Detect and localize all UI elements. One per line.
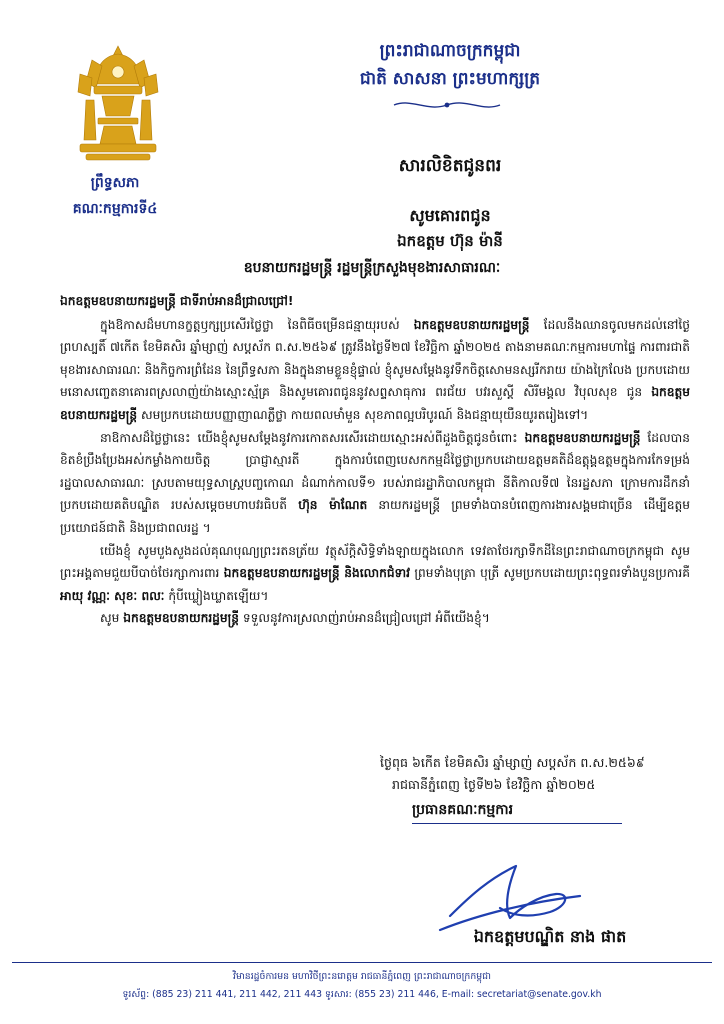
paragraph-3-text-a: យើងខ្ញុំ សូមបួងសួងដល់គុណបុណ្យព្រះរតនត្រ័យ វត្ថុស័ក្តិសិទ្ធិទាំងឡាយក្នុងលោក ទេវតាថែរក្សាទឹកដីនៃព្រះរាជាណាចក្រកម្ពុជា សូមព្រះអង្គតាមជួយបីបាច់ថែរក្សាការពារ [60, 543, 690, 581]
letter-body [60, 290, 690, 630]
paragraph-1-text-c: ដែលនឹងឈានចូលមកដល់នៅថ្ងៃព្រហស្បតិ៍ ៧កើត ខែមិគសិរ ឆ្នាំម្សាញ់ សប្តស័ក ព.ស.២៥៦៩ ត្រូវនឹងថ្ងៃទី២៧ ខែវិច្ឆិកា ឆ្នាំ២០២៥ តាងនាមគណៈកម្មការមហាផ្ទៃ ការពារជាតិ មុខងារសាធារណៈ និងកិច្ចការព្រំដែន នៃព្រឹទ្ធសភា និងក្នុងនាមខ្លួនខ្ញុំផ្ទាល់ ខ្ញុំសូមសម្តែងនូវទឹកចិត្តសោមនស្សរីករាយ យ៉ាងក្រៃលែង ប្រកបដោយមនោសញ្ចេតនាគោរពស្រលាញ់យ៉ាងស្មោះស្ម័គ្រ និងសូមគោរពជូននូវសព្ទសាធុការ ពរជ័យ បវរសួស្តី សិរីមង្គល វិបុលសុខ ជូន [60, 317, 690, 400]
paragraph-2-pm-name: ហ៊ុន ម៉ាណែត [298, 498, 368, 513]
paragraph-1-honorific-1: ឯកឧត្តមឧបនាយករដ្ឋមន្ត្រី [413, 317, 530, 332]
paragraph-3-honorific: ឯកឧត្តមឧបនាយករដ្ឋមន្ត្រី និងលោកជំទាវ [223, 566, 411, 581]
paragraph-4-honorific: ឯកឧត្តមឧបនាយករដ្ឋមន្ត្រី [123, 611, 240, 626]
paragraph-4-text-c: ទទួលនូវការស្រលាញ់រាប់អានដ៏ជ្រៀលជ្រៅ អំពីយើងខ្ញុំ។ [239, 611, 490, 626]
sender-organization: ព្រឹទ្ធសភា [90, 175, 140, 191]
paragraph-4-text-a: សូម [100, 611, 124, 626]
paragraph-4 [60, 607, 690, 630]
paragraph-2-text-e: នាយករដ្ឋមន្ត្រី ព្រមទាំងបានបំពេញការងារសង្គមជាច្រើន ដើម្បីឧត្តមប្រយោជន៍ជាតិ និងប្រជាពលរដ្ឋ ។ [60, 498, 691, 535]
recipient-name: ឯកឧត្តម ហ៊ុន ម៉ានី [397, 232, 503, 250]
date-block [380, 752, 700, 796]
paragraph-1 [60, 314, 690, 427]
recipient-position: ឧបនាយករដ្ឋមន្ត្រី រដ្ឋមន្ត្រីក្រសួងមុខងារសាធារណៈ [243, 260, 501, 276]
divider-ornament-icon [392, 96, 502, 114]
paragraph-1-text-a: ក្នុងឱកាសដ៏មហានក្ខត្តឫក្សប្រសើរថ្លៃថ្លា នៃពិធីចម្រើនជន្មាយុរបស់ [100, 317, 414, 332]
paragraph-2-honorific: ឯកឧត្តមឧបនាយករដ្ឋមន្ត្រី [524, 430, 641, 445]
paragraph-3-blessings: អាយុ វណ្ណៈ សុខៈ ពលៈ [60, 588, 165, 603]
paragraph-2 [60, 427, 690, 540]
senate-emblem-logo [72, 44, 164, 164]
recipient-respect-line: សូមគោរពជូន [409, 206, 491, 225]
signer-title: ប្រធានគណៈកម្មការ [412, 802, 514, 818]
paragraph-3-text-e: កុំបីឃ្លៀងឃ្លាតឡើយ។ [164, 588, 269, 603]
kingdom-heading: ព្រះរាជាណាចក្រកម្ពុជា [379, 41, 521, 61]
national-motto: ជាតិ សាសនា ព្រះមហាក្សត្រ [359, 69, 541, 89]
sender-commission: គណៈកម្មការទី៤ [72, 201, 158, 217]
paragraph-3-text-c: ព្រមទាំងបុត្រា បុត្រី សូមប្រកបដោយព្រះពុទ្ធពរទាំងបួនប្រការគឺ [410, 566, 690, 581]
paragraph-1-text-e: សមប្រកបដោយបញ្ញាញាណភ្លឺថ្លា កាយពលមាំមួន សុខភាពល្អបរិបូរណ៍ និងជន្មាយុយឺនយូរតរៀងទៅ។ [137, 407, 589, 422]
signer-title-underline [412, 823, 622, 824]
document-title: សារលិខិតជូនពរ [398, 156, 502, 176]
paragraph-1-honorific-2: ឯកឧត្តមឧបនាយករដ្ឋមន្ត្រី [60, 385, 690, 422]
footer-divider [12, 962, 712, 963]
signer-name: ឯកឧត្តមបណ្ឌិត នាង ផាត [473, 927, 627, 946]
sender-block [40, 170, 190, 222]
paragraph-2-text-a: នាឱកាសដ៏ថ្លៃថ្លានេះ យើងខ្ញុំសូមសម្តែងនូវការកោតសរសើរដោយស្មោះអស់ពីដួងចិត្តជូនចំពោះ [100, 430, 525, 445]
footer-address: វិមានរដ្ឋចំការមន មហាវិថីព្រះនរោត្តម រាជធានីភ្នំពេញ ព្រះរាជាណាចក្រកម្ពុជា [233, 971, 491, 982]
solar-date: រាជធានីភ្នំពេញ ថ្ងៃទី២៦ ខែវិច្ឆិកា ឆ្នាំ២០២៥ [392, 777, 596, 792]
salutation: ឯកឧត្តមឧបនាយករដ្ឋមន្ត្រី ជាទីរាប់អានដ៏ជ្រាលជ្រៅ! [60, 294, 294, 308]
footer-contact: ទូរស័ព្ទ: (885 23) 211 441, 211 442, 211 443 ទូរសារ: (855 23) 211 446, E-mail: secretariat@senate.gov.kh [122, 989, 602, 1000]
paragraph-2-text-c: ដែលបានខិតខំប្រឹងប្រែងអស់កម្លាំងកាយចិត្ត ប្រាជ្ញាស្មារតី ក្នុងការបំពេញបេសកកម្មដ៏ថ្លៃថ្លាប្រកបដោយឧត្តមគតិដ៏ឧត្តុង្គឧត្តមក្នុងការកែទម្រង់រដ្ឋបាលសាធារណៈ ស្របតាមយុទ្ធសាស្ត្របញ្ចកោណ ដំណាក់កាលទី១ របស់រាជរដ្ឋាភិបាលកម្ពុជា នីតិកាលទី៧ នៃរដ្ឋសភា ក្រោមការដឹកនាំប្រកបដោយគតិបណ្ឌិត របស់សម្តេចមហាបវរធិបតី [60, 430, 690, 513]
lunar-date: ថ្ងៃពុធ ៦កើត ខែមិគសិរ ឆ្នាំម្សាញ់ សប្តស័ក ព.ស.២៥៦៩ [380, 755, 645, 770]
paragraph-3 [60, 540, 690, 608]
